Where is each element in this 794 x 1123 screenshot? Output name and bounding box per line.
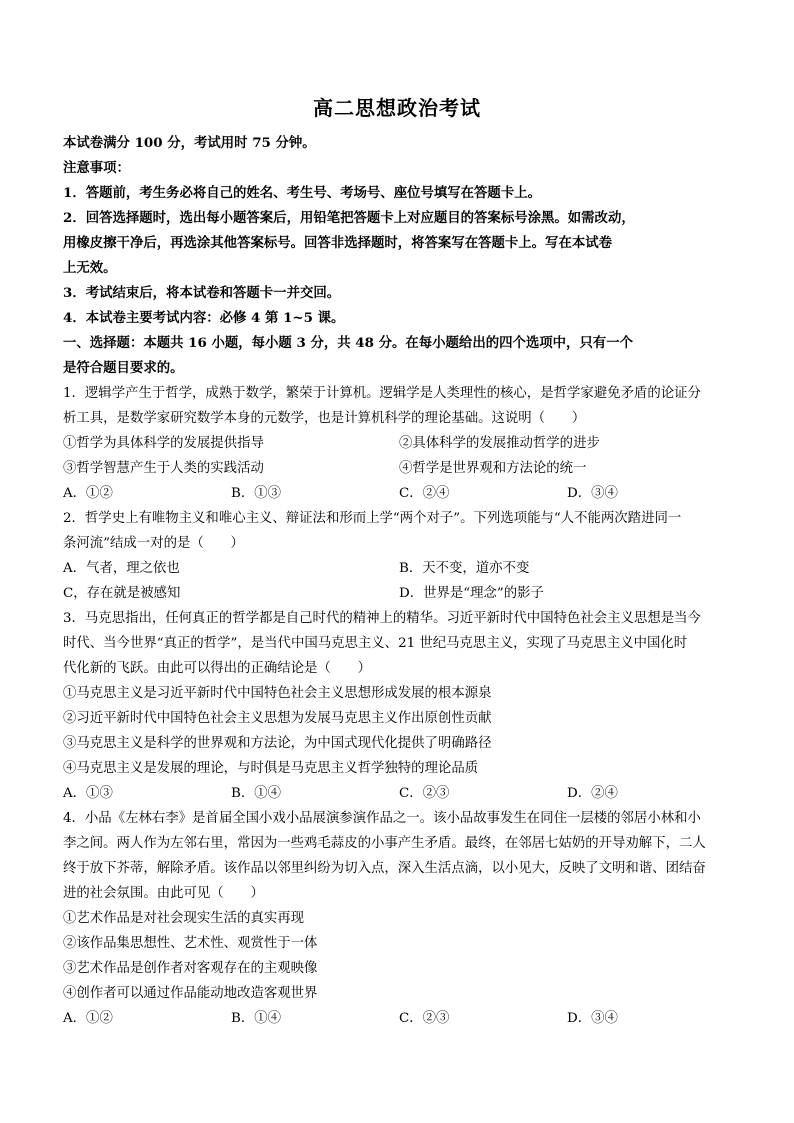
statement-item: ③哲学智慧产生于人类的实践活动 [63,461,264,476]
section-heading: 是符合题目要求的。 [63,360,184,376]
note-line: 上无效。 [63,260,117,276]
choice-d: D．②④ [567,786,618,801]
choice-b: B．①④ [231,786,282,801]
statement-item: ①哲学为具体科学的发展提供指导 [63,436,264,451]
question-stem: 析工具，是数学家研究数学本身的元数学，也是计算机科学的理论基础。这说明（ ） [63,411,586,426]
question-stem: 条河流”结成一对的是（ ） [63,536,244,551]
question-stem: 终于放下芥蒂，解除矛盾。该作品以邻里纠纷为切入点，深入生活点滴，以小见大，反映了文明和谐、团结奋 [63,861,706,876]
note-line: 2．回答选择题时，选出每小题答案后，用铅笔把答题卡上对应题目的答案标号涂黑。如需改动， [63,210,635,226]
statement-item: ①艺术作品是对社会现实生活的真实再现 [63,911,305,926]
question-stem: 1．逻辑学产生于哲学，成熟于数学，繁荣于计算机。逻辑学是人类理性的核心，是哲学家避免矛盾的论证分 [63,386,701,401]
note-line: 3．考试结束后，将本试卷和答题卡一并交回。 [63,285,341,301]
choice-b: B．①④ [231,1011,282,1026]
statement-item: ③艺术作品是创作者对客观存在的主观映像 [63,961,318,976]
choice-a: A．①③ [63,786,113,801]
question-stem: 4．小品《左林右李》是首届全国小戏小品展演参演作品之一。该小品故事发生在同住一层楼的邻居小林和小 [63,811,701,826]
question-stem: 2．哲学史上有唯物主义和唯心主义、辩证法和形而上学“两个对子”。下列选项能与“人不能两次踏进同一 [63,511,682,526]
notes-heading: 注意事项： [63,160,130,176]
choice-b: B．①③ [231,486,282,501]
choice-d: D．世界是“理念”的影子 [399,586,544,601]
statement-item: ③马克思主义是科学的世界观和方法论，为中国式现代化提供了明确路径 [63,736,492,751]
choice-a: A．①② [63,1011,113,1026]
statement-item: ④创作者可以通过作品能动地改造客观世界 [63,986,318,1001]
section-heading: 一、选择题：本题共 16 小题，每小题 3 分，共 48 分。在每小题给出的四个选项中，只有一个 [63,335,634,351]
question-stem: 时代、当今世界“真正的哲学”，是当代中国马克思主义、21 世纪马克思主义，实现了马克思主义中国化时 [63,636,688,651]
statement-item: ②该作品集思想性、艺术性、观赏性于一体 [63,936,318,951]
choice-d: D．③④ [567,486,618,501]
statement-item: ②习近平新时代中国特色社会主义思想为发展马克思主义作出原创性贡献 [63,711,492,726]
choice-c: C，存在就是被感知 [63,586,181,601]
question-stem: 李之间。两人作为左邻右里，常因为一些鸡毛蒜皮的小事产生矛盾。最终，在邻居七姑奶的开导劝解下，二人 [63,836,706,851]
note-line: 4．本试卷主要考试内容：必修 4 第 1~5 课。 [63,310,345,326]
score-time-note: 本试卷满分 100 分，考试用时 75 分钟。 [63,135,316,151]
page-title: 高二思想政治考试 [313,96,481,120]
statement-item: ④马克思主义是发展的理论，与时俱是马克思主义哲学独特的理论品质 [63,761,479,776]
choice-c: C．②③ [399,1011,450,1026]
choice-c: C．②④ [399,486,450,501]
choice-a: A．①② [63,486,113,501]
statement-item: ②具体科学的发展推动哲学的进步 [399,436,600,451]
choice-c: C．②③ [399,786,450,801]
choice-a: A．气者，理之依也 [63,561,180,576]
statement-item: ①马克思主义是习近平新时代中国特色社会主义思想形成发展的根本源泉 [63,686,492,701]
note-line: 用橡皮擦干净后，再选涂其他答案标号。回答非选择题时，将答案写在答题卡上。写在本试卷 [63,235,613,251]
question-stem: 3．马克思指出，任何真正的哲学都是自己时代的精神上的精华。习近平新时代中国特色社会主义思想是当今 [63,611,701,626]
question-stem: 代化新的飞跃。由此可以得出的正确结论是（ ） [63,661,371,676]
choice-b: B．天不变，道亦不变 [399,561,530,576]
question-stem: 进的社会氛围。由此可见（ ） [63,886,264,901]
choice-d: D．③④ [567,1011,618,1026]
statement-item: ④哲学是世界观和方法论的统一 [399,461,587,476]
note-line: 1．答题前，考生务必将自己的姓名、考生号、考场号、座位号填写在答题卡上。 [63,185,541,201]
